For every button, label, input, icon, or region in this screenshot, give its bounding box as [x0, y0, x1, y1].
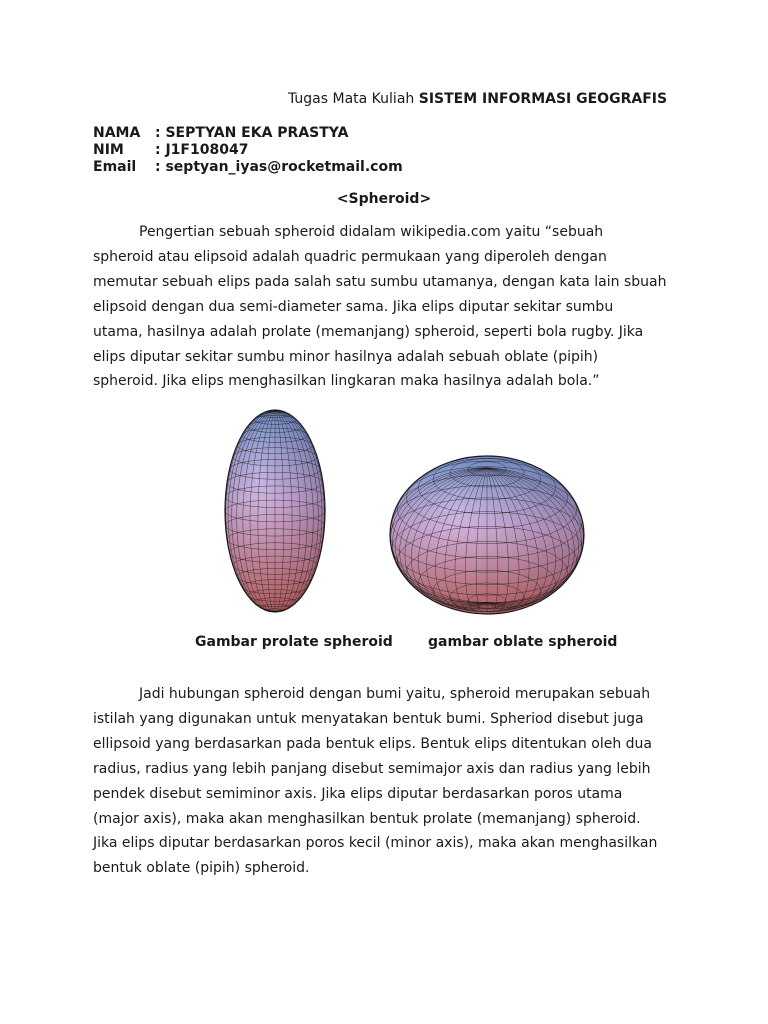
identity-row-name [93, 125, 403, 142]
paragraph-line: spheroid. Jika elips menghasilkan lingkaran maka hasilnya adalah bola.” [93, 373, 600, 390]
identity-block [93, 125, 403, 176]
identity-row-email [93, 159, 403, 176]
paragraph-line: pendek disebut semiminor axis. Jika elips diputar berdasarkan poros utama [93, 785, 623, 802]
identity-value: : SEPTYAN EKA PRASTYA [155, 125, 349, 141]
course-heading [288, 91, 667, 107]
section-title: <Spheroid> [336, 191, 432, 207]
oblate-spheroid [390, 456, 584, 614]
identity-row-nim [93, 142, 403, 159]
course-name: SISTEM INFORMASI GEOGRAFIS [418, 91, 668, 107]
paragraph-line: elips diputar sekitar sumbu minor hasilnya adalah sebuah oblate (pipih) [93, 348, 599, 365]
identity-key: NIM [93, 142, 124, 158]
course-prefix: Tugas Mata Kuliah [288, 91, 419, 107]
paragraph-line: elipsoid dengan dua semi-diameter sama. Jika elips diputar sekitar sumbu [93, 298, 614, 315]
caption-oblate: gambar oblate spheroid [428, 634, 618, 650]
identity-key: Email [93, 159, 137, 175]
identity-value: : septyan_iyas@rocketmail.com [155, 159, 403, 175]
spheroid-figure [218, 404, 598, 622]
paragraph-relation [93, 682, 675, 881]
paragraph-line: Jadi hubungan spheroid dengan bumi yaitu, spheroid merupakan sebuah [139, 686, 651, 702]
paragraph-line: spheroid atau elipsoid adalah quadric permukaan yang diperoleh dengan [93, 248, 607, 265]
identity-value: : J1F108047 [155, 142, 249, 158]
prolate-spheroid [225, 410, 325, 612]
paragraph-definition [93, 220, 675, 394]
paragraph-line: memutar sebuah elips pada salah satu sumbu utamanya, dengan kata lain sbuah [93, 273, 667, 290]
paragraph-line: utama, hasilnya adalah prolate (memanjang) spheroid, seperti bola rugby. Jika [93, 323, 644, 340]
paragraph-line: Jika elips diputar berdasarkan poros kecil (minor axis), maka akan menghasilkan [93, 835, 658, 852]
paragraph-line: bentuk oblate (pipih) spheroid. [93, 860, 310, 877]
caption-prolate: Gambar prolate spheroid [195, 634, 393, 650]
paragraph-line: radius, radius yang lebih panjang disebut semimajor axis dan radius yang lebih [93, 760, 651, 777]
paragraph-line: Pengertian sebuah spheroid didalam wikipedia.com yaitu “sebuah [139, 224, 604, 240]
paragraph-line: istilah yang digunakan untuk menyatakan bentuk bumi. Spheriod disebut juga [93, 710, 644, 727]
paragraph-line: ellipsoid yang berdasarkan pada bentuk elips. Bentuk elips ditentukan oleh dua [93, 735, 652, 752]
identity-key: NAMA [93, 125, 141, 141]
paragraph-line: (major axis), maka akan menghasilkan bentuk prolate (memanjang) spheroid. [93, 810, 641, 827]
